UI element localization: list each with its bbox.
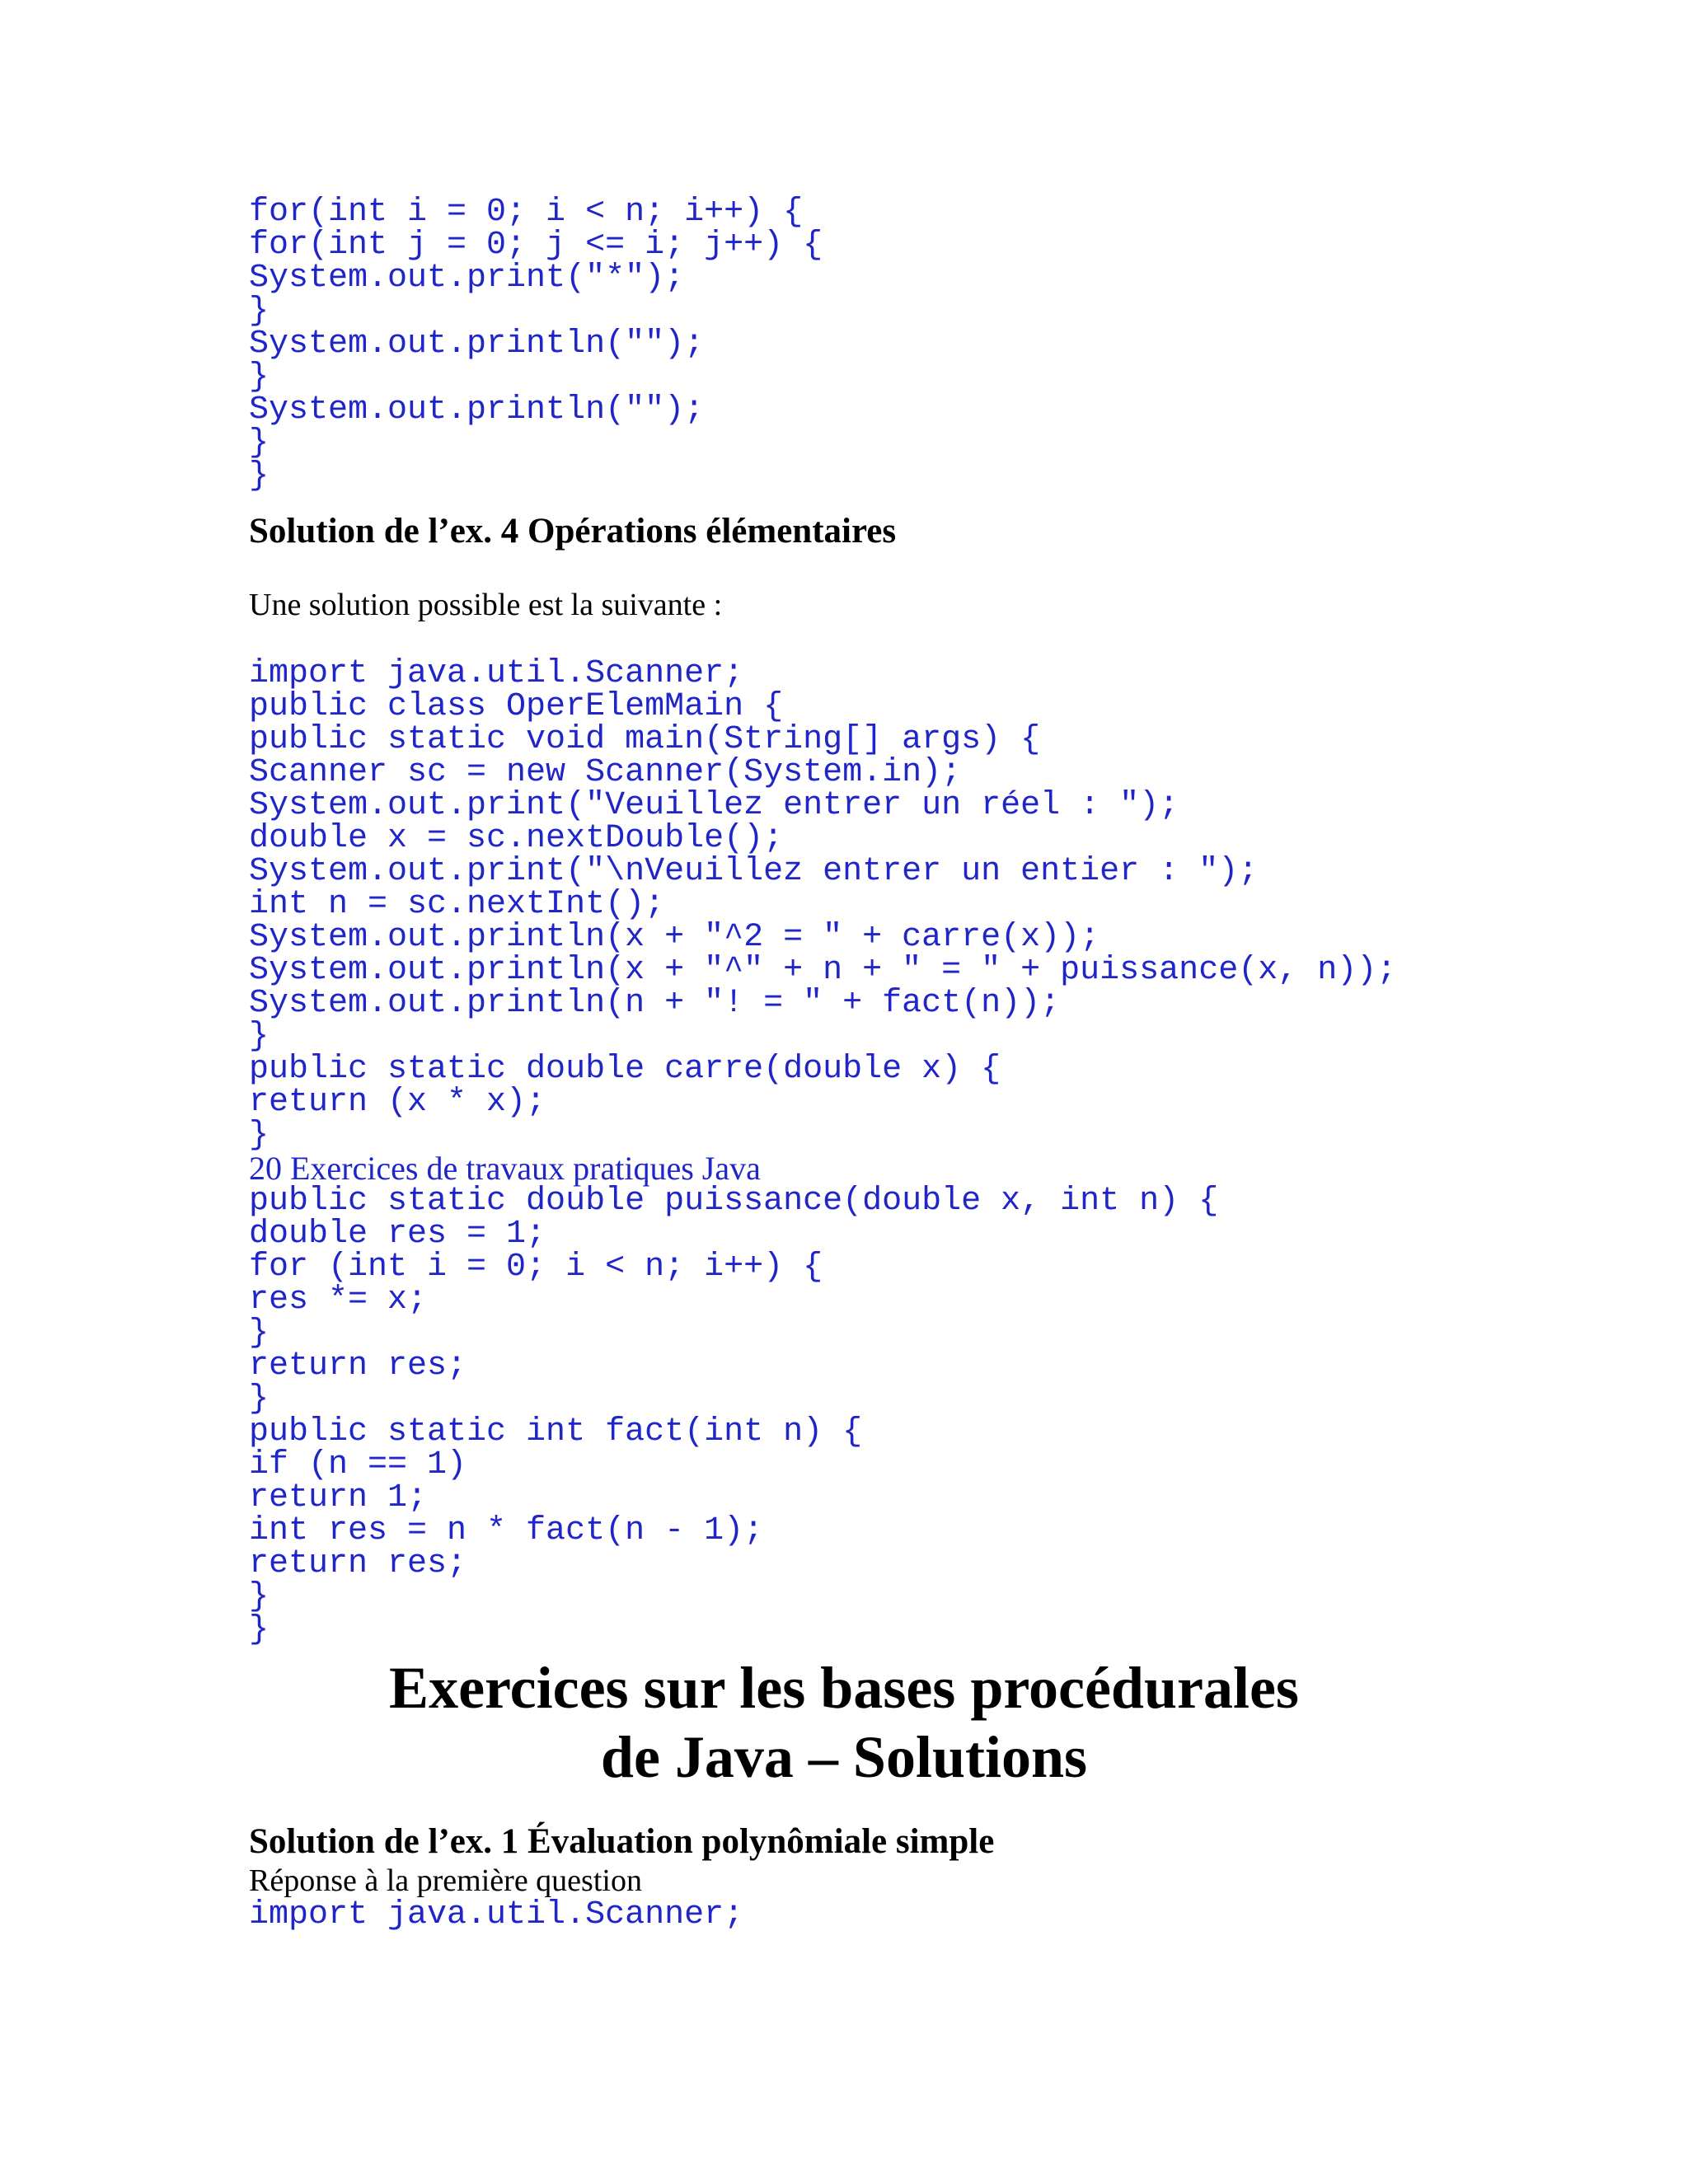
running-header: 20 Exercices de travaux pratiques Java bbox=[249, 1150, 761, 1187]
code-line: res *= x; bbox=[249, 1282, 428, 1319]
code-line: } bbox=[249, 424, 270, 462]
code-line: System.out.println(x + "^2 = " + carre(x)); bbox=[249, 919, 1100, 956]
code-block-3 bbox=[249, 1896, 1485, 1933]
code-line: System.out.println(""); bbox=[249, 391, 705, 429]
code-line: return 1; bbox=[249, 1479, 428, 1516]
code-line: System.out.println(x + "^" + n + " = " + puissance(x, n)); bbox=[249, 952, 1397, 989]
document-page bbox=[249, 196, 1485, 1932]
code-line: int n = sc.nextInt(); bbox=[249, 886, 665, 923]
section-intro-ex1: Réponse à la première question bbox=[249, 1863, 642, 1898]
code-block-2a bbox=[249, 655, 1485, 1154]
code-line: } bbox=[249, 1578, 270, 1615]
code-line: } bbox=[249, 1611, 270, 1648]
code-line: } bbox=[249, 1380, 270, 1418]
code-block-1 bbox=[249, 196, 1485, 493]
section-intro-ex4: Une solution possible est la suivante : bbox=[249, 588, 723, 622]
code-line: System.out.print("Veuillez entrer un réel : "); bbox=[249, 787, 1179, 824]
code-line: System.out.println(""); bbox=[249, 326, 705, 363]
chapter-title-line-1: Exercices sur les bases procédurales bbox=[389, 1655, 1299, 1721]
code-line: for(int i = 0; i < n; i++) { bbox=[249, 194, 804, 231]
code-line: System.out.print("\nVeuillez entrer un entier : "); bbox=[249, 853, 1259, 890]
code-line: double x = sc.nextDouble(); bbox=[249, 820, 784, 857]
code-line: } bbox=[249, 293, 270, 330]
code-line: } bbox=[249, 1018, 270, 1055]
code-line: } bbox=[249, 1117, 270, 1154]
code-line: public static void main(String[] args) { bbox=[249, 721, 1041, 758]
code-line: Scanner sc = new Scanner(System.in); bbox=[249, 754, 962, 791]
code-line: System.out.println(n + "! = " + fact(n)); bbox=[249, 985, 1061, 1022]
code-line: } bbox=[249, 457, 270, 494]
code-block-2b bbox=[249, 1185, 1485, 1647]
code-line: public static double puissance(double x, int n) { bbox=[249, 1183, 1219, 1220]
code-line: double res = 1; bbox=[249, 1216, 546, 1253]
code-line: } bbox=[249, 359, 270, 396]
code-line: import java.util.Scanner; bbox=[249, 1896, 744, 1933]
code-line: int res = n * fact(n - 1); bbox=[249, 1512, 764, 1549]
code-line: public static int fact(int n) { bbox=[249, 1413, 863, 1451]
section-heading-ex1: Solution de l’ex. 1 Évaluation polynômiale simple bbox=[249, 1822, 995, 1861]
code-line: for(int j = 0; j <= i; j++) { bbox=[249, 227, 823, 264]
code-line: public class OperElemMain { bbox=[249, 688, 784, 725]
code-line: return (x * x); bbox=[249, 1084, 546, 1121]
chapter-title-line-2: de Java – Solutions bbox=[600, 1724, 1088, 1790]
code-line: if (n == 1) bbox=[249, 1446, 467, 1483]
code-line: import java.util.Scanner; bbox=[249, 655, 744, 692]
chapter-title bbox=[0, 1653, 1688, 1792]
section-heading-ex4: Solution de l’ex. 4 Opérations élémentaires bbox=[249, 512, 897, 551]
code-line: return res; bbox=[249, 1545, 467, 1582]
code-line: for (int i = 0; i < n; i++) { bbox=[249, 1249, 823, 1286]
code-line: System.out.print("*"); bbox=[249, 260, 685, 297]
code-line: public static double carre(double x) { bbox=[249, 1051, 1001, 1088]
code-line: } bbox=[249, 1315, 270, 1352]
code-line: return res; bbox=[249, 1347, 467, 1385]
